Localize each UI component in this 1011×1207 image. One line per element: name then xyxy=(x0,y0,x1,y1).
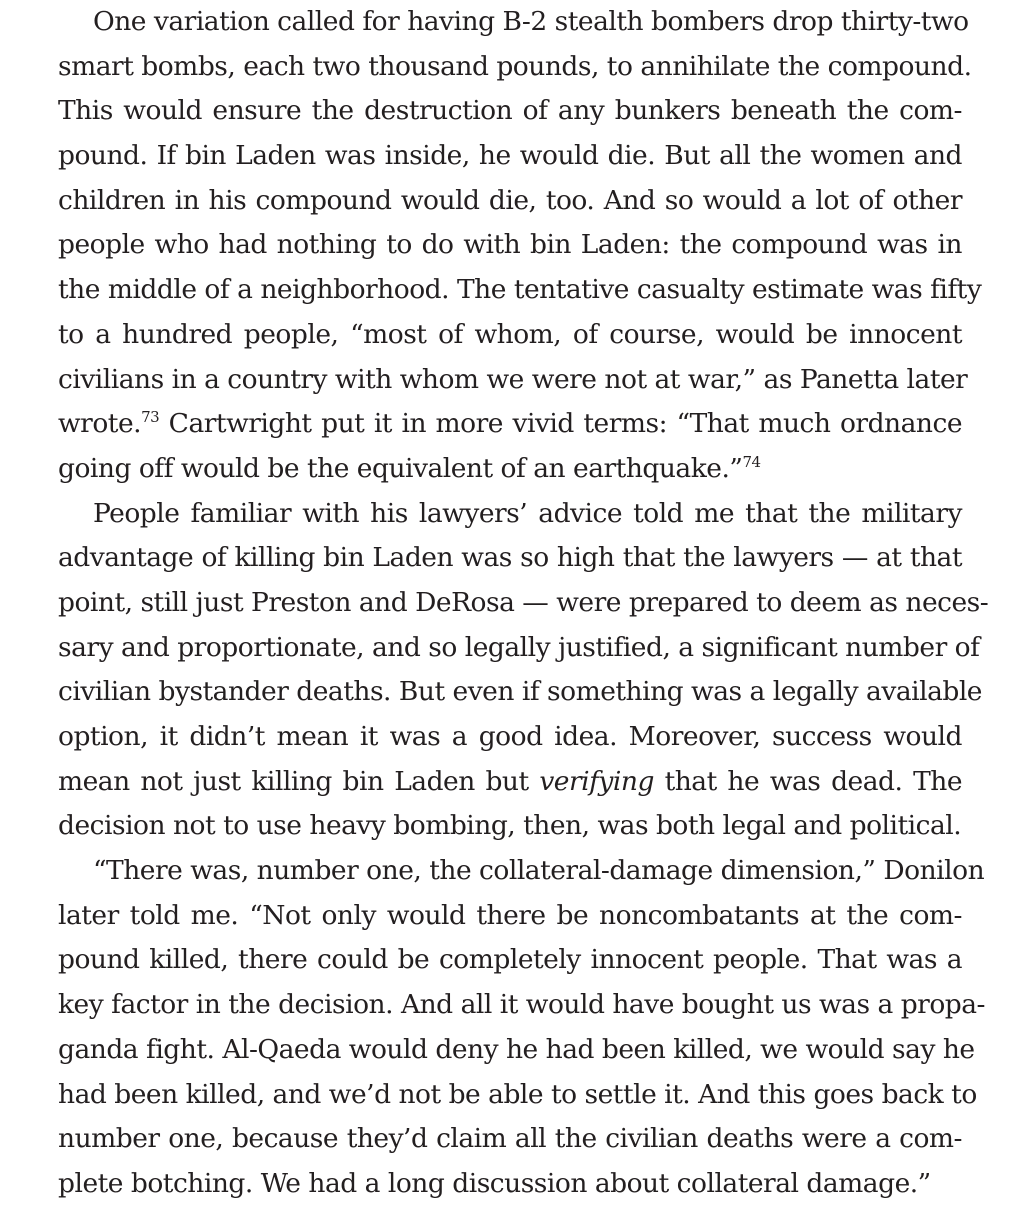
text-segment: Cartwright put it in more vivid terms: “That much ordnance xyxy=(159,408,962,440)
text-segment: that he was dead. The xyxy=(653,765,962,797)
text-line: had been killed, and we’d not be able to settle it. And this goes back to xyxy=(58,1078,977,1110)
text-line: This would ensure the destruction of any bunkers beneath the com- xyxy=(58,95,962,127)
text-line: key factor in the decision. And all it would have bought us was a propa- xyxy=(58,989,986,1021)
text-line: “There was, number one, the collateral-damage dimension,” Donilon xyxy=(93,855,985,887)
text-line xyxy=(58,402,962,447)
text-segment: going off would be the equivalent of an earthquake.” xyxy=(58,452,743,484)
text-line: pound killed, there could be completely innocent people. That was a xyxy=(58,944,962,976)
emphasis-text: verifying xyxy=(539,765,654,797)
text-line: to a hundred people, “most of whom, of course, would be innocent xyxy=(58,318,962,350)
text-line: pound. If bin Laden was inside, he would die. But all the women and xyxy=(58,140,962,172)
text-line: later told me. “Not only would there be noncombatants at the com- xyxy=(58,899,962,931)
book-page xyxy=(58,0,989,1207)
paragraph-2 xyxy=(58,492,989,850)
text-line: people who had nothing to do with bin Laden: the compound was in xyxy=(58,229,962,261)
text-line: ganda fight. Al-Qaeda would deny he had been killed, we would say he xyxy=(58,1033,975,1065)
footnote-ref-74: 74 xyxy=(742,452,761,471)
footnote-ref-73: 73 xyxy=(141,408,160,427)
text-line: civilians in a country with whom we were not at war,” as Panetta later xyxy=(58,363,968,395)
text-line: One variation called for having B-2 stealth bombers drop thirty-two xyxy=(93,6,969,37)
text-line: People familiar with his lawyers’ advice told me that the military xyxy=(93,497,962,529)
text-line xyxy=(58,447,962,492)
text-line: children in his compound would die, too. And so would a lot of other xyxy=(58,184,962,216)
text-line: advantage of killing bin Laden was so high that the lawyers — at that xyxy=(58,542,962,574)
text-line: civilian bystander deaths. But even if something was a legally available xyxy=(58,676,982,708)
text-line: point, still just Preston and DeRosa — were prepared to deem as neces- xyxy=(58,586,989,618)
paragraph-3 xyxy=(58,849,986,1207)
text-line: number one, because they’d claim all the civilian deaths were a com- xyxy=(58,1123,962,1155)
text-line: decision not to use heavy bombing, then, was both legal and political. xyxy=(58,810,962,842)
text-line: the middle of a neighborhood. The tentative casualty estimate was fifty xyxy=(58,274,982,306)
paragraph-1 xyxy=(58,0,982,492)
text-line: plete botching. We had a long discussion about collateral damage.” xyxy=(58,1167,931,1199)
text-line: option, it didn’t mean it was a good idea. Moreover, success would xyxy=(58,721,962,752)
text-segment: wrote. xyxy=(58,408,142,440)
text-line xyxy=(58,760,962,805)
text-line: smart bombs, each two thousand pounds, to annihilate the compound. xyxy=(58,50,972,82)
text-segment: mean not just killing bin Laden but xyxy=(58,765,540,797)
text-line: sary and proportionate, and so legally justified, a significant number of xyxy=(58,631,980,663)
